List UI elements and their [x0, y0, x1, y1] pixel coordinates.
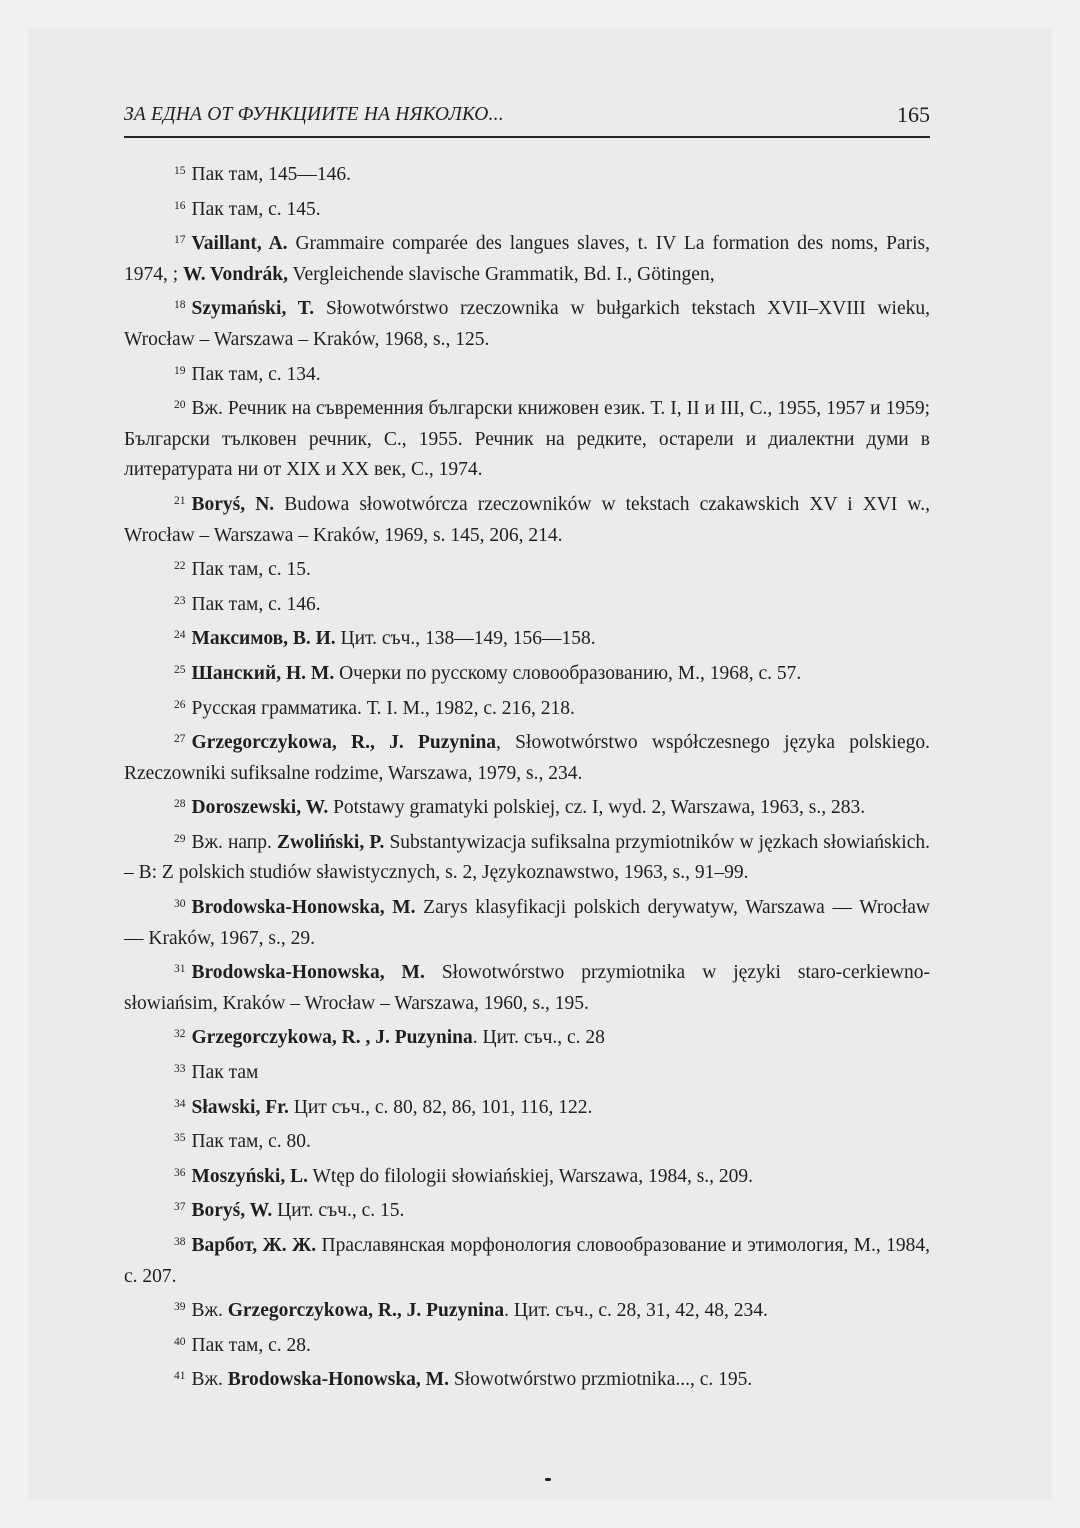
footnote-text: Пак там, с. 134. — [191, 363, 321, 385]
footnote-number: 41 — [174, 1370, 186, 1383]
footnote — [124, 1192, 930, 1227]
footnote-number: 36 — [174, 1166, 186, 1179]
footnote-number: 31 — [174, 963, 186, 976]
footnote-author: W. Vondrák, — [183, 263, 289, 285]
footnote-text: Grammaire comparée des langues slaves, t. IV La formation des noms, Paris, 1974, ; — [124, 233, 931, 285]
footnote-author: Brodowska-Honowska, M. — [227, 1369, 449, 1391]
footnote-text: Русская грамматика. Т. I. М., 1982, с. 216, 218. — [191, 697, 575, 719]
footnote — [124, 1054, 930, 1089]
footnote — [124, 1089, 930, 1124]
footnote — [124, 724, 930, 789]
footnote — [124, 551, 930, 586]
footnote-number: 28 — [174, 798, 186, 811]
footnote-author: Boryś, W. — [191, 1200, 273, 1222]
footnote-text: Słowotwórstwo przmiotnika..., с. 195. — [448, 1369, 753, 1391]
footnote-text: Пак там, с. 15. — [191, 559, 311, 581]
footnote-number: 29 — [174, 832, 186, 845]
footnote-number: 34 — [174, 1097, 186, 1110]
footnote-text: Budowa słowotwórcza rzeczowników w tekstach czakawskich XV i XVI w., Wrocław – Warszawa – Kraków, 1969, s. 145, 206, 214. — [124, 493, 930, 546]
footnote-text: Вж. Речник на съвременния български книжовен език. Т. I, II и III, С., 1955, 1957 и 1959; Български тълковен речник, С., 1955. Речник на редките, остарели и диалектни думи в литературата ни от XIX и XX век, С., 1974. — [124, 398, 930, 481]
footnote-text: Праславянская морфонология словообразование и этимология, М., 1984, с. 207. — [124, 1235, 931, 1287]
footnote — [124, 889, 930, 954]
footnote-number: 22 — [174, 560, 186, 573]
footnote-text: Вж. напр. — [191, 831, 277, 853]
running-title: ЗА ЕДНА ОТ ФУНКЦИИТЕ НА НЯКОЛКО... — [124, 104, 504, 125]
footnote-author: Grzegorczykowa, R., J. Puzynina — [227, 1300, 505, 1322]
footnote-author: Moszyński, L. — [191, 1165, 308, 1187]
running-header — [124, 104, 930, 138]
footnote-number: 19 — [174, 364, 186, 377]
footnote-number: 38 — [174, 1236, 186, 1248]
footnote-number: 32 — [174, 1028, 186, 1041]
footnote-number: 27 — [174, 733, 186, 746]
footnote-number: 37 — [174, 1201, 186, 1214]
footnote-number: 35 — [174, 1132, 186, 1145]
footnote-text: Вж. — [191, 1300, 228, 1322]
footnote — [124, 586, 930, 621]
footnote-text: Пак там, с. 146. — [191, 593, 321, 615]
footnote-number: 25 — [174, 663, 186, 676]
footnote-number: 24 — [174, 629, 186, 642]
footnote-author: Brodowska-Honowska, M. — [191, 897, 416, 919]
footnote — [124, 486, 930, 551]
footnote — [124, 390, 930, 486]
footnote — [124, 954, 930, 1019]
footnote-text: Пак там, с. 80. — [191, 1131, 311, 1153]
footnote — [124, 191, 930, 226]
footnote — [124, 620, 930, 655]
footnote — [124, 1292, 930, 1327]
footnote-author: Szymański, T. — [191, 298, 315, 320]
footnote — [124, 356, 930, 391]
footnote-text: . Цит. съч., с. 28 — [472, 1027, 605, 1049]
footnote — [124, 1123, 930, 1158]
footnote-author: Brodowska-Honowska, M. — [191, 962, 425, 984]
footnote — [124, 655, 930, 690]
footnote-number: 23 — [174, 594, 186, 607]
footnote — [124, 1361, 930, 1396]
print-speck — [545, 1478, 551, 1481]
footnote — [124, 1158, 930, 1193]
footnote-text: Пак там, с. 145. — [191, 198, 321, 220]
footnote-number: 16 — [174, 199, 186, 212]
footnote — [124, 1019, 930, 1054]
footnote-text: Słowotwórstwo przymiotnika w językі staro-cerkiewno-słowiańsim, Kraków – Wrocław – Warszawa, 1960, s., 195. — [124, 962, 930, 1014]
footnote-number: 39 — [174, 1301, 186, 1314]
footnote-author: Sławski, Fr. — [191, 1096, 289, 1118]
footnote-text: Пак там, 145—146. — [191, 164, 351, 185]
footnote-text: Пак там — [191, 1062, 259, 1084]
footnote-text: Пак там, с. 28. — [191, 1334, 311, 1356]
footnote-text: Вж. — [191, 1369, 228, 1391]
footnote-number: 15 — [174, 165, 186, 177]
footnote — [124, 824, 930, 889]
page-number: 165 — [897, 102, 930, 127]
footnote — [124, 1227, 930, 1292]
footnotes-list — [124, 156, 930, 1396]
footnote-text: , Słowotwórstwo współczesnego języka polskiego. Rzeczowniki sufiksalne rodzime, Warszawa, 1979, s., 234. — [124, 732, 931, 784]
footnote — [124, 1327, 930, 1362]
footnote-author: Vaillant, A. — [191, 233, 288, 255]
footnote-number: 30 — [174, 898, 186, 911]
footnote-text: Zarys klasyfikacji polskich derywatyw, Warszawa — Wrocław — Kraków, 1967, s., 29. — [124, 897, 930, 949]
footnote-number: 21 — [174, 494, 186, 507]
footnote-author: Doroszewski, W. — [191, 797, 329, 819]
footnote-number: 40 — [174, 1335, 186, 1348]
footnote-number: 18 — [174, 299, 186, 312]
footnote-text: Цит съч., с. 80, 82, 86, 101, 116, 122. — [288, 1096, 593, 1118]
footnote-author: Boryś, N. — [191, 493, 275, 515]
footnote-text: Цит. съч., 138—149, 156—158. — [335, 628, 596, 650]
footnote — [124, 690, 930, 725]
footnote-author: Варбот, Ж. Ж. — [191, 1235, 317, 1256]
footnote-number: 33 — [174, 1063, 186, 1076]
footnote-text: . Цит. съч., с. 28, 31, 42, 48, 234. — [504, 1300, 768, 1322]
footnote — [124, 225, 930, 290]
footnote-text: Słowotwórstwo rzeczownika w bułgarkich tekstach XVII–XVIII wieku, Wrocław – Warszawa – Kraków, 1968, s., 125. — [124, 298, 930, 350]
footnote-number: 26 — [174, 698, 186, 711]
footnote-author: Grzegorczykowa, R. , J. Puzynina — [191, 1027, 473, 1049]
footnote — [124, 290, 930, 355]
footnote-text: Vergleichende slavische Grammatik, Bd. I., Götingen, — [288, 263, 715, 285]
footnote-text: Wtęp do filologii słowiańskiej, Warszawa, 1984, s., 209. — [307, 1165, 754, 1187]
footnote-author: Grzegorczykowa, R., J. Puzynina — [191, 732, 497, 754]
footnote-text: Цит. съч., с. 15. — [272, 1200, 405, 1222]
footnote-number: 17 — [174, 234, 186, 247]
footnote-number: 20 — [174, 399, 186, 412]
footnote-text: Substantywizacja sufiksalna przymiotników w jęzkach słowiańskich. – В: Z polskich studiów sławistycznych, s. 2, Językoznawstwo, 1963, s., 91–99. — [124, 831, 931, 884]
footnote-author: Zwoliński, P. — [276, 831, 385, 853]
footnote — [124, 789, 930, 824]
footnote-author: Максимов, В. И. — [191, 628, 336, 650]
footnote-text: Очерки по русскому словообразованию, М., 1968, с. 57. — [334, 662, 802, 684]
footnote-author: Шанский, Н. М. — [191, 662, 335, 684]
footnote-text: Potstawy gramatyki polskiej, cz. I, wyd. 2, Warszawa, 1963, s., 283. — [328, 797, 866, 819]
footnote — [124, 156, 930, 191]
